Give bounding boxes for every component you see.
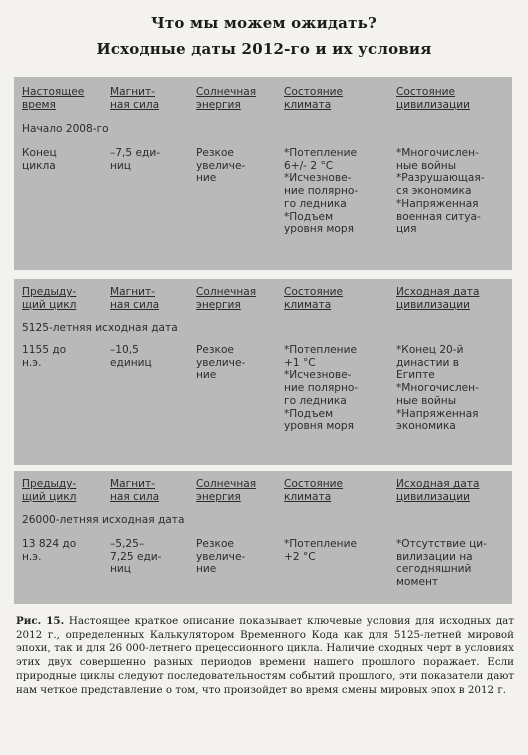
cell-climate: *Потепление +2 °C xyxy=(284,538,357,563)
caption-label: Рис. 15. xyxy=(16,615,65,627)
caption-text: Настоящее краткое описание показывает ключевые условия для исходных дат 2012 г., определенных Калькулятором Временного Кода как для 5125-летней мировой эпохи, так и для 26 000-летнего прецессионного цикла. Наличие сходных черт в условиях этих двух совершенно разных периодов времени нашего прошлого поражает. Если природные циклы следуют последовательностям событий прошлого, эти показатели дают нам четкое представление о том, что произойдет во время смены мировых эпох в 2012 г. xyxy=(16,615,514,696)
cell-magnetic: –5,25– 7,25 еди- ниц xyxy=(110,538,162,576)
cell-solar: Резкое увеличе- ние xyxy=(196,344,246,382)
header-civilization: Исходная дата цивилизации xyxy=(396,286,480,311)
cell-period: 13 824 до н.э. xyxy=(22,538,77,563)
cell-climate: *Потепление +1 °C *Исчезнове- ние полярно- го ледника *Подъем уровня моря xyxy=(284,344,359,433)
cell-solar: Резкое увеличе- ние xyxy=(196,538,246,576)
table-block-5125 xyxy=(14,279,512,465)
cell-climate: *Потепление 6+/- 2 °C *Исчезнове- ние полярно- го ледника *Подъем уровня моря xyxy=(284,147,359,236)
header-climate: Состояние климата xyxy=(284,86,344,111)
header-civilization: Исходная дата цивилизации xyxy=(396,478,480,503)
figure-caption xyxy=(16,615,514,697)
cell-civilization: *Конец 20-й династии в Египте *Многочислен- ные войны *Напряженная экономика xyxy=(396,344,479,433)
header-time: Настоящее время xyxy=(22,86,85,111)
page-subtitle: Исходные даты 2012-го и их условия xyxy=(96,40,432,58)
header-magnetic: Магнит- ная сила xyxy=(110,478,160,503)
header-cycle: Предыду- щий цикл xyxy=(22,286,77,311)
cell-solar: Резкое увеличе- ние xyxy=(196,147,246,185)
cell-civilization: *Отсутствие ци- вилизации на сегодняшний момент xyxy=(396,538,487,589)
cell-period: 1155 до н.э. xyxy=(22,344,67,369)
cell-magnetic: –10,5 единиц xyxy=(110,344,152,369)
header-climate: Состояние климата xyxy=(284,478,344,503)
cell-magnetic: –7,5 еди- ниц xyxy=(110,147,161,172)
cell-civilization: *Многочислен- ные войны *Разрушающая- ся экономика *Напряженная военная ситуа- ция xyxy=(396,147,485,236)
table-block-present xyxy=(14,77,512,270)
header-magnetic: Магнит- ная сила xyxy=(110,86,160,111)
header-solar: Солнечная энергия xyxy=(196,478,257,503)
header-civilization: Состояние цивилизации xyxy=(396,86,470,111)
section-bar: 26000-летняя исходная дата xyxy=(22,514,185,526)
section-bar: Начало 2008-го xyxy=(22,123,109,135)
header-solar: Солнечная энергия xyxy=(196,86,257,111)
page-title: Что мы можем ожидать? xyxy=(151,14,377,32)
header-cycle: Предыду- щий цикл xyxy=(22,478,77,503)
section-bar: 5125-летняя исходная дата xyxy=(22,322,178,334)
header-magnetic: Магнит- ная сила xyxy=(110,286,160,311)
table-block-26000 xyxy=(14,471,512,604)
cell-period: Конец цикла xyxy=(22,147,57,172)
header-climate: Состояние климата xyxy=(284,286,344,311)
header-solar: Солнечная энергия xyxy=(196,286,257,311)
